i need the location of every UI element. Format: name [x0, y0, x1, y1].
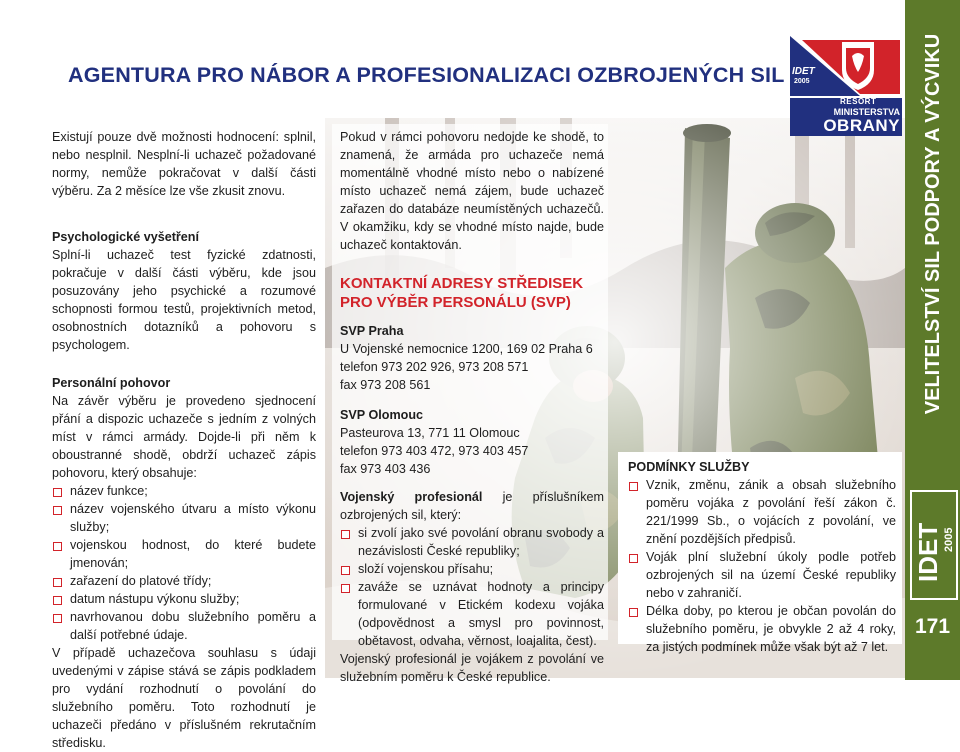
page-title: AGENTURA PRO NÁBOR A PROFESIONALIZACI OZBROJENÝCH SIL: [68, 63, 785, 87]
col2-olomouc-fax: fax 973 403 436: [340, 462, 431, 476]
col2-praha-fax: fax 973 208 561: [340, 378, 431, 392]
col2-praha-name: SVP Praha: [340, 324, 404, 338]
col1-interview-heading: Personální pohovor: [52, 376, 171, 390]
col1-psych-text: Splní-li uchazeč test fyzické zdatnosti, pokračuje v další části výběru, kde jsou posuzovány jeho psychické a rozumové schopnosti formou testů, projektivních metod, osobnostních dotazníků a pohovoru s psychologem.: [52, 248, 316, 352]
page-number: 171: [914, 615, 951, 638]
ministry-idet-label: IDET: [792, 66, 815, 77]
list-item: složí vojenskou přísahu;: [340, 560, 604, 578]
col1-intro: Existují pouze dvě možnosti hodnocení: splnil, nebo nesplnil. Nesplní-li uchazeč požadované normy, nemůže pokračovat v další části výběru. Za 2 měsíce lze vše zkusit znovu.: [52, 130, 316, 198]
list-item: zaváže se uznávat hodnoty a principy formulované v Etickém kodexu vojáka (odpovědnost a smysl pro povinnost, obětavost, odvaha, věrnost, loajalita, čest).: [340, 578, 604, 650]
ministry-logo: [790, 36, 902, 136]
list-item: Voják plní služební úkoly podle potřeb ozbrojených sil na území České republiky nebo v zahraničí.: [628, 548, 896, 602]
col2-closing: Vojenský profesionál je vojákem z povolání ve služebním poměru k České republice.: [340, 652, 604, 684]
list-item: název funkce;: [52, 482, 316, 500]
ministry-line2: MINISTERSTVA: [833, 107, 900, 117]
col1-interview-text: Na závěr výběru je provedeno sjednocení přání a dispozic uchazeče s jedním z volných míst v rámci armády. Dojde-li při něm k oboustranné shodě, obdrží uchazeč zápis pohovoru, který obsahuje:: [52, 394, 316, 480]
col2-contacts-heading: KONTAKTNÍ ADRESY STŘEDISEK PRO VÝBĚR PERSONÁLU (SVP): [340, 275, 584, 311]
col2-professional-term: Vojenský profesionál: [340, 490, 483, 504]
col1-closing: V případě uchazečova souhlasu s údaji uvedenými v zápise stává se zápis podkladem pro vydání rozhodnutí o povolání do služebního poměru. Toto rozhodnutí je uchazeči předáno v příslušném rekrutačním středisku.: [52, 646, 316, 750]
column-2: [340, 128, 604, 686]
ministry-idet-year: 2005: [794, 78, 810, 85]
sidebar-title: VELITELSTVÍ SIL PODPORY A VÝCVIKU: [922, 33, 944, 415]
col2-olomouc-address: Pasteurova 13, 771 11 Olomouc: [340, 426, 520, 440]
ministry-line1: RESORT: [840, 97, 877, 106]
col3-conditions-list: [628, 476, 896, 656]
col2-duties-list: [340, 524, 604, 650]
col2-olomouc-name: SVP Olomouc: [340, 408, 424, 422]
col2-intro: Pokud v rámci pohovoru nedojde ke shodě, to znamená, že armáda pro uchazeče nemá momentálně vhodné místo nebo o nabízené místo uchazeč nemá zájem, bude uchazeč zařazen do databáze neumístěných uchazečů. V okamžiku, kdy se vhodné místo najde, bude uchazeč kontaktován.: [340, 130, 604, 252]
col2-praha-phone: telefon 973 202 926, 973 208 571: [340, 360, 529, 374]
col3-heading: PODMÍNKY SLUŽBY: [628, 460, 750, 474]
list-item: název vojenského útvaru a místo výkonu služby;: [52, 500, 316, 536]
list-item: Vznik, změnu, zánik a obsah služebního poměru vojáka z povolání řeší zákon č. 221/1999 Sb., o vojácích z povolání, ve znění pozdějších předpisů.: [628, 476, 896, 548]
col2-praha-address: U Vojenské nemocnice 1200, 169 02 Praha 6: [340, 342, 593, 356]
ministry-line3: OBRANY: [823, 116, 900, 135]
col1-psych-heading: Psychologické vyšetření: [52, 230, 199, 244]
col2-olomouc-phone: telefon 973 403 472, 973 403 457: [340, 444, 529, 458]
idet-logo-year: 2005: [943, 527, 955, 552]
col1-record-list: [52, 482, 316, 644]
idet-logo-text: IDET: [913, 522, 943, 582]
list-item: zařazení do platové třídy;: [52, 572, 316, 590]
column-1: [52, 128, 316, 752]
column-3: [628, 458, 896, 656]
list-item: si zvolí jako své povolání obranu svobody a nezávislosti České republiky;: [340, 524, 604, 560]
list-item: datum nástupu výkonu služby;: [52, 590, 316, 608]
list-item: Délka doby, po kterou je občan povolán do služebního poměru, je obvykle 2 až 4 roky, za jistých podmínek může však být až 7 let.: [628, 602, 896, 656]
col2-professional-rest: je příslušníkem ozbrojených sil, který:: [340, 490, 604, 522]
idet-logo: [910, 490, 958, 600]
list-item: vojenskou hodnost, do které budete jmenován;: [52, 536, 316, 572]
list-item: navrhovanou dobu služebního poměru a další potřebné údaje.: [52, 608, 316, 644]
col2-professional-definition: [340, 488, 604, 524]
